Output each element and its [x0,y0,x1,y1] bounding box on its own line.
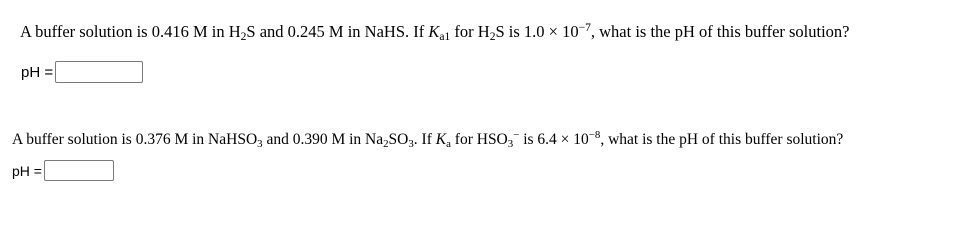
concentration-value: 0.416 [151,22,189,41]
question-1-text [20,22,850,42]
question-text: for HSO [450,131,508,148]
subscript: a1 [439,31,451,44]
question-text: , what is the pH of this buffer solution? [600,131,844,148]
question-text: S is [495,22,524,41]
concentration-value: 0.245 [287,22,325,41]
subscript: 3 [257,138,263,151]
question-text: and [262,131,293,148]
concentration-value: 0.390 [292,131,328,148]
ka-value: 1.0 × 10 [523,22,579,41]
concentration-value: 0.376 [135,131,171,148]
ka-value: 6.4 × 10 [537,131,589,148]
superscript: − [513,129,520,142]
ph-answer-input-2[interactable] [44,160,114,181]
subscript: 2 [383,138,389,151]
answer-1-row [21,61,143,83]
subscript: 3 [507,138,514,151]
question-text: M in Na [327,131,384,148]
ph-label: pH = [12,162,42,179]
question-text: M in H [188,22,241,41]
ka-symbol: K [428,22,440,41]
exponent: −7 [578,21,591,34]
question-text: , what is the pH of this buffer solution? [590,22,850,41]
subscript: 2 [489,31,496,44]
question-text: A buffer solution is [20,22,152,41]
question-text: A buffer solution is [12,131,136,148]
question-text: M in NaHS. If [324,22,429,41]
subscript: 2 [240,31,247,44]
question-text: is [519,131,538,148]
question-text: SO [388,131,409,148]
question-text: . If [413,131,436,148]
subscript: a [446,138,451,151]
question-text: M in NaHSO [170,131,258,148]
ph-label: pH = [21,63,54,81]
ph-answer-input-1[interactable] [55,61,143,83]
exponent: −8 [588,129,601,142]
question-text: for H [450,22,490,41]
question-text: S and [246,22,288,41]
question-2-text [12,131,843,149]
ka-symbol: K [435,131,447,148]
subscript: 3 [408,138,414,151]
answer-2-row [12,160,114,181]
